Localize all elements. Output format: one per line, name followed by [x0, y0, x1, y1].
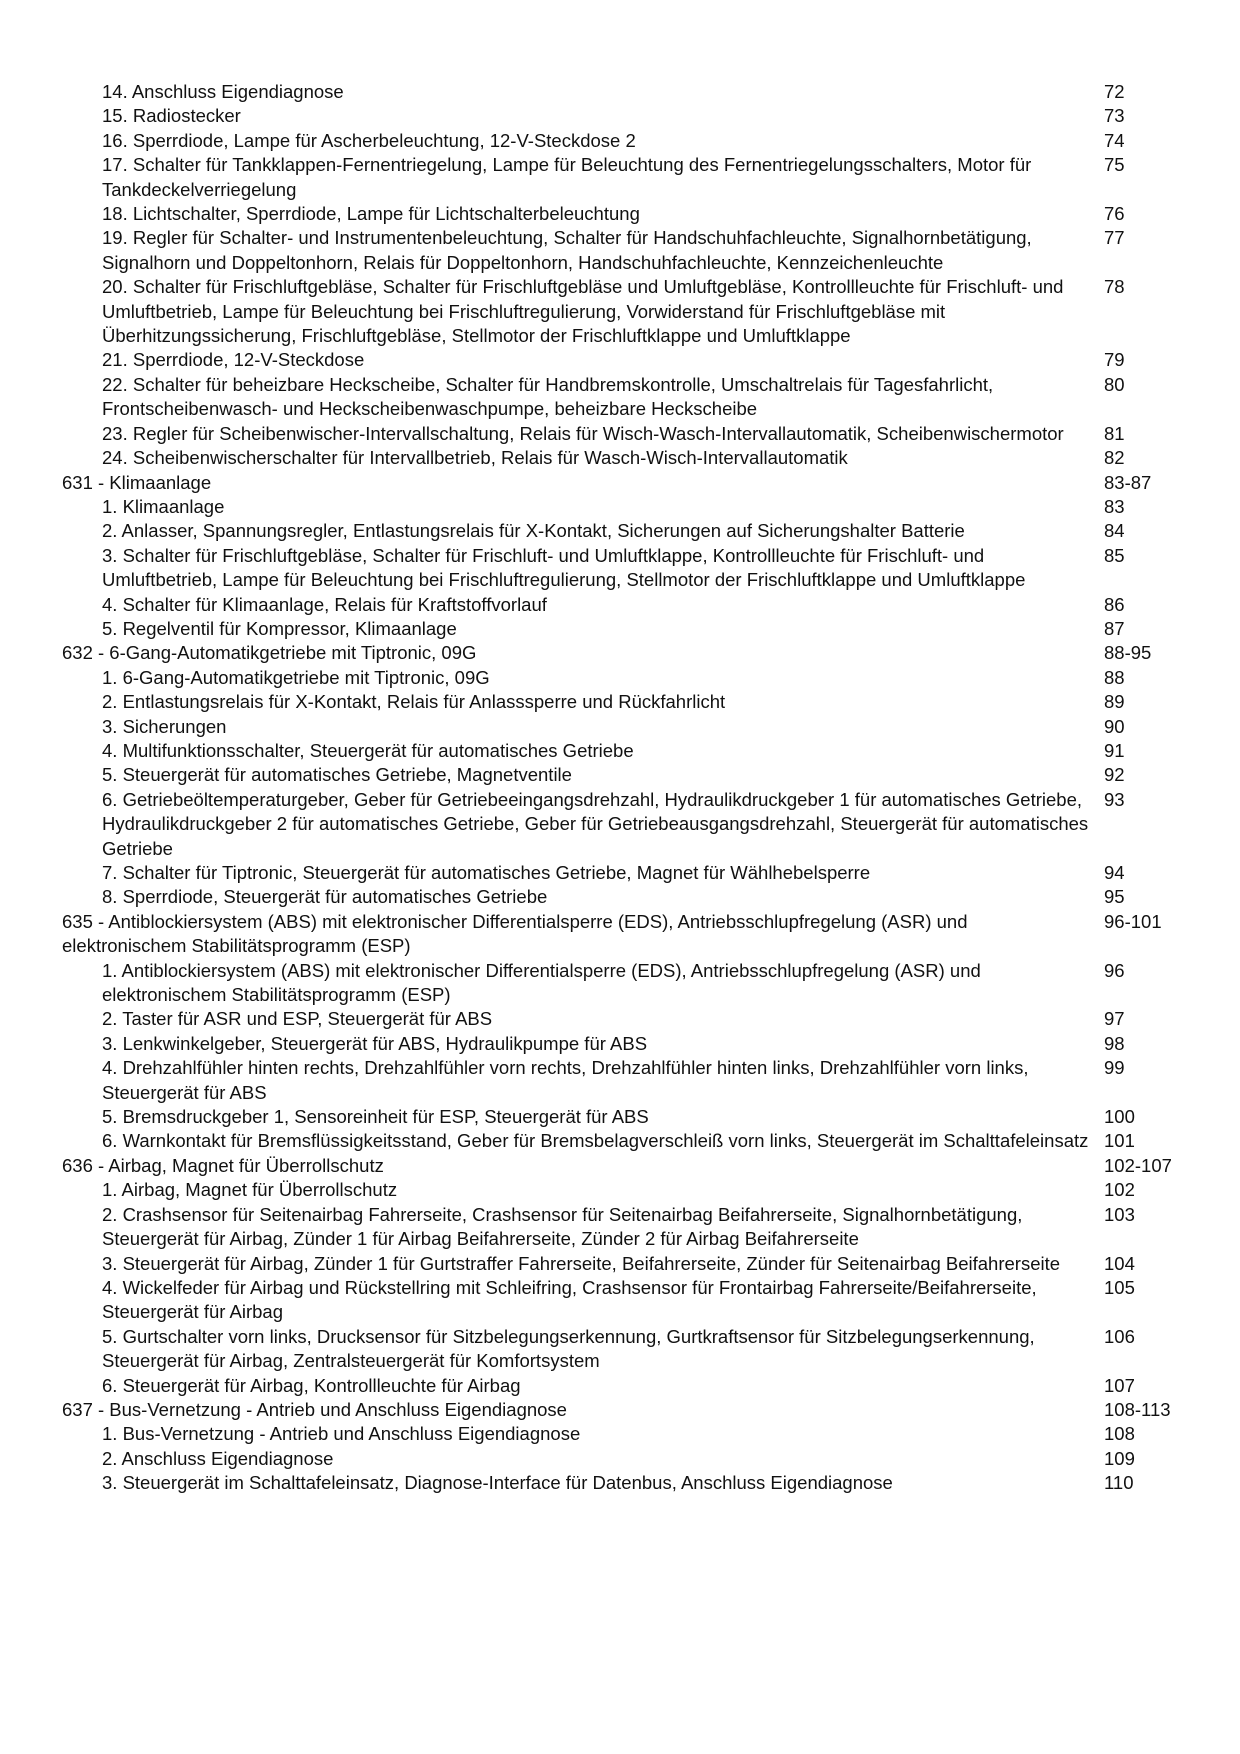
toc-entry-title: 6. Getriebeöltemperaturgeber, Geber für Getriebeeingangsdrehzahl, Hydraulikdruckgeber 1 für automatisches Getriebe, Hydraulikdruckgeber 2 für automatisches Getriebe, Geber für Getriebeausgangsdrehzahl, Steuergerät für automatisches Getriebe: [102, 788, 1089, 859]
toc-entry-title: 6. Warnkontakt für Bremsflüssigkeitsstand, Geber für Bremsbelagverschleiß vorn links, Steuergerät im Schalttafeleinsatz: [102, 1130, 1089, 1152]
toc-entry-title: 18. Lichtschalter, Sperrdiode, Lampe für Lichtschalterbeleuchtung: [102, 203, 640, 225]
toc-entry: [62, 1471, 1192, 1495]
toc-entry-page: 96-101: [1104, 910, 1162, 932]
table-of-contents: [62, 80, 1192, 1496]
toc-entry-page: 83-87: [1104, 471, 1152, 493]
toc-entry-page: 109: [1104, 1447, 1135, 1469]
toc-entry: [62, 348, 1192, 372]
toc-entry-title: 4. Wickelfeder für Airbag und Rückstellring mit Schleifring, Crashsensor für Frontairbag Fahrerseite/Beifahrerseite, Steuergerät für Airbag: [102, 1276, 1037, 1323]
toc-entry: [62, 1203, 1192, 1252]
toc-entry: [62, 1129, 1192, 1153]
toc-entry-title: 2. Anlasser, Spannungsregler, Entlastungsrelais für X-Kontakt, Sicherungen auf Sicherungshalter Batterie: [102, 520, 965, 542]
toc-section: [62, 1154, 1192, 1178]
toc-entry: [62, 373, 1192, 422]
toc-entry-page: 102: [1104, 1179, 1135, 1201]
toc-entry-title: 637 - Bus-Vernetzung - Antrieb und Anschluss Eigendiagnose: [62, 1398, 567, 1420]
toc-entry-title: 632 - 6-Gang-Automatikgetriebe mit Tiptronic, 09G: [62, 642, 477, 664]
toc-entry-page: 77: [1104, 227, 1125, 249]
toc-entry: [62, 763, 1192, 787]
toc-entry-page: 90: [1104, 715, 1125, 737]
toc-entry-title: 5. Bremsdruckgeber 1, Sensoreinheit für ESP, Steuergerät für ABS: [102, 1106, 649, 1128]
toc-section: [62, 1398, 1192, 1422]
toc-entry-title: 5. Steuergerät für automatisches Getriebe, Magnetventile: [102, 764, 572, 786]
toc-entry-title: 7. Schalter für Tiptronic, Steuergerät für automatisches Getriebe, Magnet für Wählhebelsperre: [102, 862, 871, 883]
toc-entry-title: 17. Schalter für Tankklappen-Fernentriegelung, Lampe für Beleuchtung des Fernentriegelungsschalters, Motor für Tankdeckelverriegelung: [102, 154, 1032, 200]
toc-entry-title: 24. Scheibenwischerschalter für Intervallbetrieb, Relais für Wasch-Wisch-Intervallautomatik: [102, 447, 848, 469]
toc-entry-title: 3. Steuergerät im Schalttafeleinsatz, Diagnose-Interface für Datenbus, Anschluss Eigendiagnose: [102, 1472, 893, 1494]
toc-entry: [62, 690, 1192, 714]
toc-entry-title: 23. Regler für Scheibenwischer-Intervallschaltung, Relais für Wisch-Wasch-Intervallautomatik, Scheibenwischermotor: [102, 422, 1064, 444]
toc-entry: [62, 861, 1192, 885]
toc-entry-page: 101: [1104, 1130, 1135, 1152]
toc-entry-title: 3. Steuergerät für Airbag, Zünder 1 für Gurtstraffer Fahrerseite, Beifahrerseite, Zünder für Seitenairbag Beifahrerseite: [102, 1252, 1061, 1274]
toc-entry-title: 3. Schalter für Frischluftgebläse, Schalter für Frischluft- und Umluftklappe, Kontrollleuchte für Frischluft- und Umluftbetrieb, Lampe für Beleuchtung bei Frischluftregulierung, Stellmotor der Frischluftklappe und Umluftklappe: [102, 544, 1026, 591]
toc-entry-title: 631 - Klimaanlage: [62, 471, 212, 493]
toc-entry-title: 6. Steuergerät für Airbag, Kontrollleuchte für Airbag: [102, 1374, 521, 1396]
toc-section: [62, 910, 1192, 959]
toc-entry: [62, 617, 1192, 641]
toc-entry: [62, 1178, 1192, 1202]
toc-entry-title: 3. Sicherungen: [102, 715, 227, 737]
toc-entry-page: 108: [1104, 1423, 1135, 1445]
toc-entry-page: 78: [1104, 276, 1125, 298]
toc-entry-page: 72: [1104, 81, 1125, 102]
toc-entry: [62, 593, 1192, 617]
toc-entry-title: 5. Gurtschalter vorn links, Drucksensor für Sitzbelegungserkennung, Gurtkraftsensor für Sitzbelegungserkennung, Steuergerät für Airbag, Zentralsteuergerät für Komfortsystem: [102, 1325, 1035, 1372]
toc-entry-page: 85: [1104, 544, 1125, 566]
toc-entry-page: 103: [1104, 1203, 1135, 1225]
toc-entry-title: 1. Airbag, Magnet für Überrollschutz: [102, 1179, 398, 1201]
toc-entry: [62, 885, 1192, 909]
toc-entry-title: 1. Klimaanlage: [102, 495, 225, 517]
toc-entry-title: 16. Sperrdiode, Lampe für Ascherbeleuchtung, 12-V-Steckdose 2: [102, 129, 636, 151]
toc-entry-title: 14. Anschluss Eigendiagnose: [102, 81, 344, 102]
toc-entry-page: 82: [1104, 447, 1125, 469]
toc-entry-page: 110: [1104, 1472, 1134, 1494]
toc-entry-page: 81: [1104, 422, 1125, 444]
toc-entry-title: 4. Schalter für Klimaanlage, Relais für Kraftstoffvorlauf: [102, 593, 547, 615]
toc-entry: [62, 1276, 1192, 1325]
toc-entry-page: 107: [1104, 1374, 1135, 1396]
toc-entry: [62, 544, 1192, 593]
toc-entry-page: 84: [1104, 520, 1125, 542]
toc-entry-title: 22. Schalter für beheizbare Heckscheibe, Schalter für Handbremskontrolle, Umschaltrelais für Tagesfahrlicht, Frontscheibenwasch- und Heckscheibenwaschpumpe, beheizbare Heckscheibe: [102, 373, 994, 420]
toc-entry: [62, 666, 1192, 690]
toc-entry-title: 1. Bus-Vernetzung - Antrieb und Anschluss Eigendiagnose: [102, 1423, 581, 1445]
toc-entry-page: 94: [1104, 862, 1125, 883]
toc-entry: [62, 446, 1192, 470]
toc-entry-title: 1. 6-Gang-Automatikgetriebe mit Tiptronic, 09G: [102, 666, 490, 688]
toc-entry: [62, 959, 1192, 1008]
toc-entry: [62, 153, 1192, 202]
toc-entry-title: 8. Sperrdiode, Steuergerät für automatisches Getriebe: [102, 886, 548, 908]
toc-entry: [62, 1032, 1192, 1056]
toc-entry: [62, 275, 1192, 348]
toc-entry: [62, 1325, 1192, 1374]
toc-entry-page: 87: [1104, 617, 1125, 639]
toc-entry-title: 20. Schalter für Frischluftgebläse, Schalter für Frischluftgebläse und Umluftgebläse, Kontrollleuchte für Frischluft- und Umluftbetrieb, Lampe für Beleuchtung bei Frischluftregulierung, Vorwiderstand für Frischluftgebläse mit Überhitzungssicherung, Frischluftgebläse, Stellmotor der Frischluftklappe und Umluftklappe: [102, 276, 1064, 347]
toc-entry-page: 105: [1104, 1276, 1135, 1298]
toc-entry-page: 73: [1104, 105, 1125, 127]
toc-entry: [62, 1447, 1192, 1471]
toc-entry: [62, 129, 1192, 153]
toc-entry-page: 104: [1104, 1252, 1135, 1274]
toc-entry-page: 96: [1104, 959, 1125, 981]
toc-entry: [62, 104, 1192, 128]
toc-entry-page: 102-107: [1104, 1154, 1172, 1176]
toc-entry-page: 79: [1104, 349, 1125, 371]
toc-entry: [62, 226, 1192, 275]
toc-entry-page: 80: [1104, 373, 1125, 395]
toc-entry-title: 2. Crashsensor für Seitenairbag Fahrerseite, Crashsensor für Seitenairbag Beifahrerseite, Signalhornbetätigung, Steuergerät für Airbag, Zünder 1 für Airbag Beifahrerseite, Zünder 2 für Airbag Beifahrerseite: [102, 1203, 1023, 1250]
toc-entry: [62, 715, 1192, 739]
toc-entry-page: 97: [1104, 1008, 1125, 1030]
toc-entry-title: 2. Taster für ASR und ESP, Steuergerät für ABS: [102, 1008, 493, 1030]
toc-entry-page: 93: [1104, 788, 1125, 810]
toc-entry-title: 635 - Antiblockiersystem (ABS) mit elektronischer Differentialsperre (EDS), Antriebsschlupfregelung (ASR) und elektronischem Stabilitätsprogramm (ESP): [62, 910, 968, 957]
toc-entry-page: 106: [1104, 1325, 1135, 1347]
toc-entry: [62, 1056, 1192, 1105]
toc-entry-title: 1. Antiblockiersystem (ABS) mit elektronischer Differentialsperre (EDS), Antriebsschlupfregelung (ASR) und elektronischem Stabilitätsprogramm (ESP): [102, 959, 981, 1006]
toc-entry-page: 108-113: [1104, 1398, 1171, 1420]
toc-entry: [62, 495, 1192, 519]
toc-entry: [62, 1374, 1192, 1398]
toc-entry-page: 88: [1104, 666, 1125, 688]
toc-entry-title: 636 - Airbag, Magnet für Überrollschutz: [62, 1154, 384, 1176]
toc-entry: [62, 422, 1192, 446]
toc-entry: [62, 519, 1192, 543]
toc-entry: [62, 1007, 1192, 1031]
toc-entry-title: 21. Sperrdiode, 12-V-Steckdose: [102, 349, 365, 371]
toc-entry: [62, 788, 1192, 861]
toc-entry-page: 88-95: [1104, 642, 1152, 664]
toc-entry: [62, 1422, 1192, 1446]
toc-entry-page: 83: [1104, 495, 1125, 517]
toc-entry-page: 74: [1104, 129, 1125, 151]
toc-entry: [62, 1105, 1192, 1129]
toc-entry: [62, 1252, 1192, 1276]
toc-entry: [62, 739, 1192, 763]
toc-entry-title: 2. Entlastungsrelais für X-Kontakt, Relais für Anlasssperre und Rückfahrlicht: [102, 691, 726, 713]
toc-entry-title: 4. Drehzahlfühler hinten rechts, Drehzahlfühler vorn rechts, Drehzahlfühler hinten links, Drehzahlfühler vorn links, Steuergerät für ABS: [102, 1057, 1029, 1103]
toc-entry-page: 91: [1104, 739, 1125, 761]
toc-entry: [62, 80, 1192, 104]
toc-entry-page: 98: [1104, 1032, 1125, 1054]
toc-entry-page: 76: [1104, 203, 1125, 225]
toc-entry-title: 15. Radiostecker: [102, 105, 241, 127]
toc-entry-title: 19. Regler für Schalter- und Instrumentenbeleuchtung, Schalter für Handschuhfachleuchte, Signalhornbetätigung, Signalhorn und Doppeltonhorn, Relais für Doppeltonhorn, Handschuhfachleuchte, Kennzeichenleuchte: [102, 227, 1032, 273]
toc-section: [62, 641, 1192, 665]
toc-entry-page: 75: [1104, 154, 1125, 176]
toc-entry-title: 3. Lenkwinkelgeber, Steuergerät für ABS, Hydraulikpumpe für ABS: [102, 1032, 648, 1054]
toc-entry-title: 4. Multifunktionsschalter, Steuergerät für automatisches Getriebe: [102, 739, 634, 761]
toc-entry-page: 95: [1104, 886, 1125, 908]
toc-entry-title: 2. Anschluss Eigendiagnose: [102, 1447, 334, 1469]
toc-entry-page: 86: [1104, 593, 1125, 615]
toc-section: [62, 471, 1192, 495]
toc-entry-page: 100: [1104, 1106, 1135, 1128]
toc-entry-page: 89: [1104, 691, 1125, 713]
toc-entry-page: 92: [1104, 764, 1125, 786]
toc-entry-title: 5. Regelventil für Kompressor, Klimaanlage: [102, 617, 457, 639]
toc-entry: [62, 202, 1192, 226]
toc-entry-page: 99: [1104, 1057, 1125, 1079]
